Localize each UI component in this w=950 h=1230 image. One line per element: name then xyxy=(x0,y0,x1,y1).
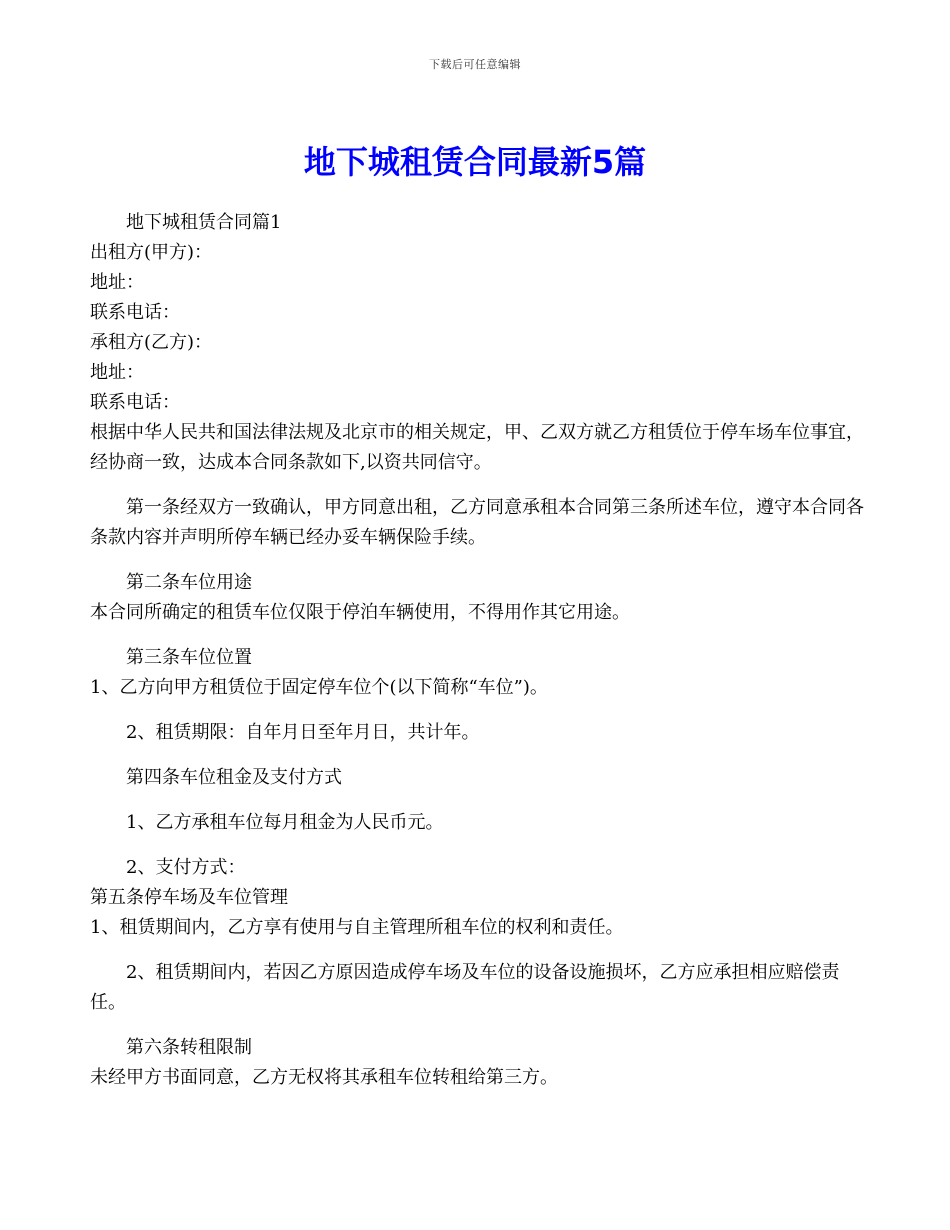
article-4-item-2: 2、支付方式： xyxy=(126,857,246,878)
article-5-item-2: 2、租赁期间内，若因乙方原因造成停车场及车位的设备设施损坏，乙方应承担相应赔偿责任。 xyxy=(90,962,840,1013)
preamble-paragraph: 根据中华人民共和国法律法规及北京市的相关规定，甲、乙双方就乙方租赁位于停车场车位事宜，经协商一致，达成本合同条款如下,以资共同信守。 xyxy=(90,422,864,473)
article-5-item-1: 1、租赁期间内，乙方享有使用与自主管理所租车位的权利和责任。 xyxy=(90,917,624,938)
article-3-item-1: 1、乙方向甲方租赁位于固定停车位个(以下简称“车位”)。 xyxy=(90,677,548,698)
document-title: 地下城租赁合同最新5篇 xyxy=(303,143,647,181)
lessor-phone-line: 联系电话： xyxy=(90,302,180,323)
article-3-heading: 第三条车位位置 xyxy=(126,647,252,668)
lessor-line: 出租方(甲方)： xyxy=(90,242,213,263)
lessee-address-line: 地址： xyxy=(90,362,144,383)
lessor-address-line: 地址： xyxy=(90,272,144,293)
header-note: 下载后可任意编辑 xyxy=(429,58,521,71)
article-4-item-1: 1、乙方承租车位每月租金为人民币元。 xyxy=(126,812,444,833)
article-5-heading: 第五条停车场及车位管理 xyxy=(90,887,288,908)
article-6-heading: 第六条转租限制 xyxy=(126,1037,252,1058)
article-4-heading: 第四条车位租金及支付方式 xyxy=(126,767,342,788)
section-heading: 地下城租赁合同篇1 xyxy=(126,212,282,233)
article-2-paragraph: 本合同所确定的租赁车位仅限于停泊车辆使用，不得用作其它用途。 xyxy=(90,602,630,623)
article-6-paragraph: 未经甲方书面同意，乙方无权将其承租车位转租给第三方。 xyxy=(90,1067,558,1088)
article-3-item-2: 2、租赁期限：自年月日至年月日，共计年。 xyxy=(126,722,480,743)
document-body xyxy=(90,208,870,1093)
lessee-phone-line: 联系电话： xyxy=(90,392,180,413)
article-2-heading: 第二条车位用途 xyxy=(126,572,252,593)
article-1-paragraph: 第一条经双方一致确认，甲方同意出租，乙方同意承租本合同第三条所述车位，遵守本合同各条款内容并声明所停车辆已经办妥车辆保险手续。 xyxy=(90,497,864,548)
lessee-line: 承租方(乙方)： xyxy=(90,332,213,353)
